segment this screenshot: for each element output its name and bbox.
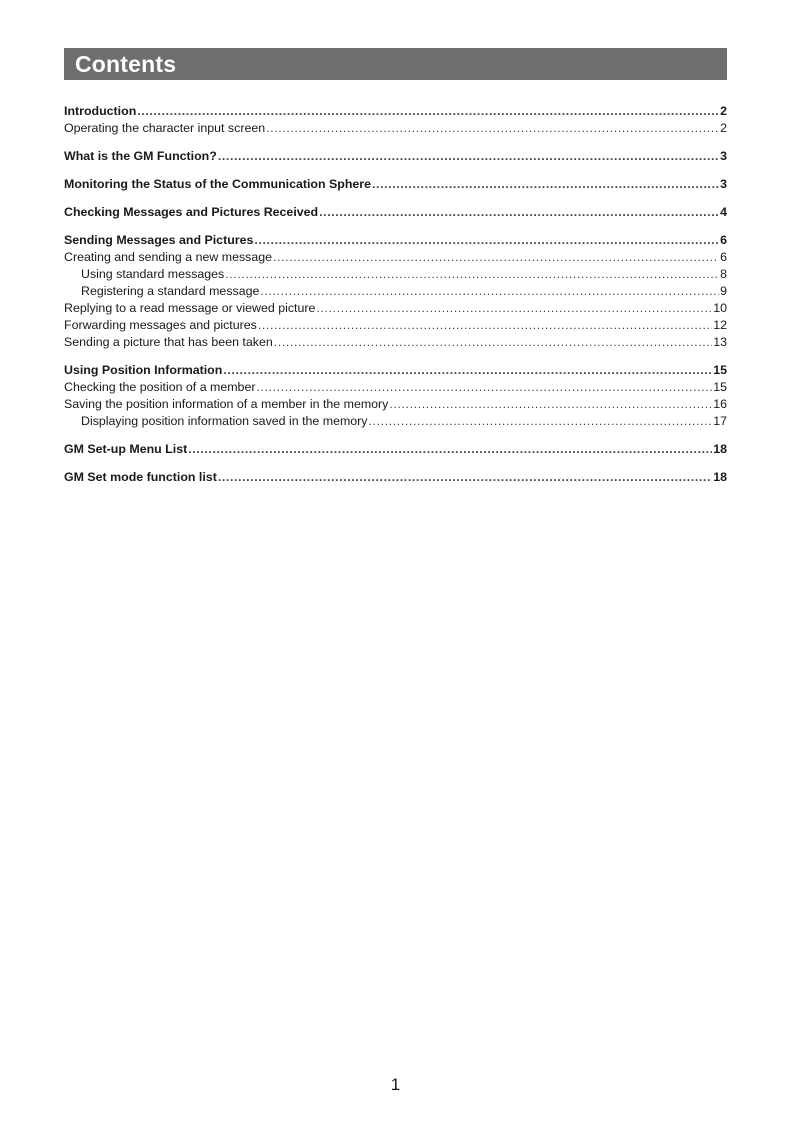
toc-entry-page: 2 [720, 104, 727, 118]
toc-entry-gm-function[interactable] [64, 148, 727, 165]
toc-entry-page: 3 [720, 177, 727, 191]
toc-entry-introduction[interactable] [64, 103, 727, 120]
toc-entry-page: 18 [713, 470, 727, 484]
toc-entry-page: 8 [720, 267, 727, 281]
toc-entry-standard-messages[interactable] [64, 266, 727, 283]
dot-leader [188, 441, 712, 458]
toc-entry-page: 15 [713, 363, 727, 377]
toc-entry-label: GM Set-up Menu List [64, 442, 188, 456]
toc-entry-page: 12 [713, 318, 727, 332]
toc-entry-label: Checking the position of a member [64, 380, 256, 394]
toc-entry-checking-position[interactable] [64, 379, 727, 396]
toc-entry-page: 6 [720, 250, 727, 264]
toc-entry-page: 3 [720, 149, 727, 163]
toc-entry-displaying-position[interactable] [64, 413, 727, 430]
toc-entry-registering-standard-message[interactable] [64, 283, 727, 300]
toc-entry-checking-messages[interactable] [64, 204, 727, 221]
toc-entry-label: Monitoring the Status of the Communication Sphere [64, 177, 372, 191]
toc-entry-position-information[interactable] [64, 362, 727, 379]
contents-header-bar [64, 48, 727, 80]
dot-leader [319, 204, 719, 221]
toc-entry-label: Replying to a read message or viewed picture [64, 301, 316, 315]
toc-entry-character-input[interactable] [64, 120, 727, 137]
toc-entry-page: 15 [713, 380, 727, 394]
toc-entry-setup-menu-list[interactable] [64, 441, 727, 458]
toc-entry-label: Creating and sending a new message [64, 250, 273, 264]
toc-entry-page: 2 [720, 121, 727, 135]
toc-entry-label: Using standard messages [81, 267, 225, 281]
toc-entry-monitoring-status[interactable] [64, 176, 727, 193]
toc-entry-forwarding[interactable] [64, 317, 727, 334]
toc-entry-label: Registering a standard message [81, 284, 260, 298]
toc-entry-page: 17 [713, 414, 727, 428]
toc-entry-label: Saving the position information of a member in the memory [64, 397, 389, 411]
dot-leader [218, 469, 712, 486]
dot-leader [218, 148, 719, 165]
toc-entry-label: Sending a picture that has been taken [64, 335, 273, 349]
toc-entry-page: 9 [720, 284, 727, 298]
toc-entry-sending-messages[interactable] [64, 232, 727, 249]
toc-entry-label: What is the GM Function? [64, 149, 217, 163]
toc-entry-page: 13 [713, 335, 727, 349]
toc-entry-label: Introduction [64, 104, 137, 118]
toc-entry-replying[interactable] [64, 300, 727, 317]
dot-leader [254, 232, 719, 249]
toc-entry-label: Sending Messages and Pictures [64, 233, 254, 247]
toc-entry-page: 10 [713, 301, 727, 315]
dot-leader [372, 176, 719, 193]
dot-leader [137, 103, 719, 120]
page-number: 1 [390, 1075, 401, 1094]
toc-entry-sending-picture[interactable] [64, 334, 727, 351]
dot-leader [266, 120, 719, 137]
toc-entry-page: 16 [713, 397, 727, 411]
dot-leader [389, 396, 712, 413]
dot-leader [274, 334, 712, 351]
dot-leader [260, 283, 719, 300]
dot-leader [316, 300, 712, 317]
toc-entry-set-mode-function-list[interactable] [64, 469, 727, 486]
toc-entry-label: Forwarding messages and pictures [64, 318, 257, 332]
toc-entry-label: Using Position Information [64, 363, 223, 377]
toc-entry-page: 4 [720, 205, 727, 219]
toc-entry-label: GM Set mode function list [64, 470, 217, 484]
dot-leader [369, 413, 713, 430]
toc-entry-page: 6 [720, 233, 727, 247]
dot-leader [223, 362, 712, 379]
dot-leader [225, 266, 719, 283]
dot-leader [273, 249, 719, 266]
toc-entry-label: Displaying position information saved in the memory [81, 414, 368, 428]
dot-leader [258, 317, 712, 334]
table-of-contents [64, 103, 727, 486]
toc-entry-label: Operating the character input screen [64, 121, 266, 135]
page-title: Contents [75, 51, 177, 77]
toc-entry-saving-position[interactable] [64, 396, 727, 413]
toc-entry-creating-new-message[interactable] [64, 249, 727, 266]
toc-entry-label: Checking Messages and Pictures Received [64, 205, 319, 219]
dot-leader [256, 379, 712, 396]
toc-entry-page: 18 [713, 442, 727, 456]
